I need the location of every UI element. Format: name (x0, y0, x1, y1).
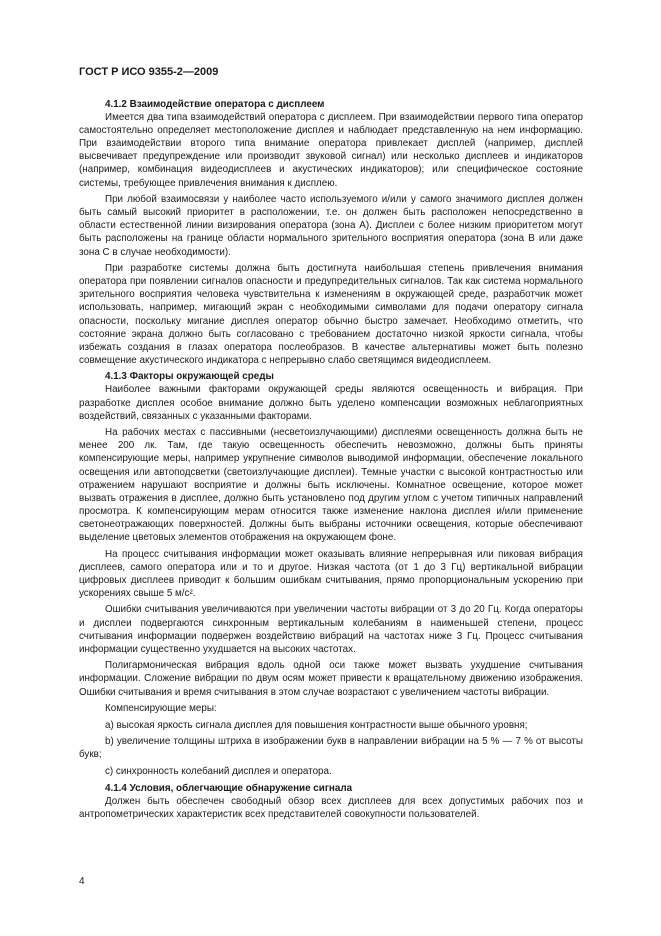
paragraph: Компенсирующие меры: (105, 703, 217, 715)
document-header: ГОСТ Р ИСО 9355-2—2009 (79, 66, 219, 78)
list-item: b) увеличение толщины штриха в изображении букв в направлении вибрации на 5 % — 7 % от высоты букв; (79, 736, 583, 761)
paragraph: На рабочих местах с пассивными (несветоизлучающими) дисплеями освещенность должна быть не менее 200 лк. Там, где такую освещенность обеспечить невозможно, должны быть приняты компенсирующие меры, например укрупнение символов выводимой информации, обеспечение локального освещения или автоподсветки (светоизлучающие дисплеи). Темные участки с высокой контрастностью или отражением нарушают восприятие и должны быть исключены. Комнатное освещение, которое может вызвать отражения в дисплее, должно быть установлено под другим углом с учетом типичных направлений просмотра. К компенсирующим мерам относится также изменение наклона дисплея и/или применение светонеотражающих поверхностей. Должны быть выбраны источники освещения, которые обеспечивают выделение цветовых элементов отображения на окружающем фоне. (79, 427, 583, 543)
list-item: c) синхронность колебаний дисплея и оператора. (105, 766, 332, 777)
section-heading-4-1-4: 4.1.4 Условия, облегчающие обнаружение сигнала (105, 782, 353, 794)
paragraph: При разработке системы должна быть достигнута наибольшая степень привлечения внимания оператора при появлении сигналов опасности и предупредительных сигналов. Так как система нормального зрительного восприятия человека чувствительна к изменениям в окружающей среде, разработчик может использовать, например, мигающий экран с необходимыми символами для подачи оператору сигнала опасности, поскольку мигание дисплея оператор обычно быстро замечает. Необходимо отметить, что состояние экрана должно быть согласовано с требованием достаточно низкой яркости сигнала, чтобы избежать создания в глазах оператора послеобразов. В качестве альтернативы может быть полезно совмещение акустического индикатора с непрерывно слабо светящимся видеодисплеем. (79, 263, 583, 366)
document-body (79, 98, 583, 821)
page-number: 4 (79, 876, 85, 887)
paragraph: Должен быть обеспечен свободный обзор всех дисплеев для всех допустимых рабочих поз и антропометрических характеристик всех представителей совокупности пользователей. (79, 795, 583, 820)
list-item: a) высокая яркость сигнала дисплея для повышения контрастности выше обычного уровня; (105, 719, 528, 731)
section-heading-4-1-2: 4.1.2 Взаимодействие оператора с дисплеем (105, 99, 325, 110)
paragraph: Имеется два типа взаимодействий оператора с дисплеем. При взаимодействии первого типа оператор самостоятельно определяет местоположение дисплея и наблюдает представленную на нем информацию. При взаимодействии второго типа внимание оператора привлекает дисплей (например, дисплей высвечивает предупреждение или производит звуковой сигнал) или несколько дисплеев и индикаторов (например, комбинация видеодисплеев и акустических индикаторов); или специфическое состояние системы, требующее привлечения внимания к дисплею. (79, 112, 583, 189)
section-heading-4-1-3: 4.1.3 Факторы окружающей среды (105, 371, 274, 383)
paragraph: На процесс считывания информации может оказывать влияние непрерывная или пиковая вибрация дисплеев, самого оператора или и то и другое. Низкая частота (от 1 до 3 Гц) вертикальной вибрации цифровых дисплеев приводит к большим ошибкам считывания, прямо пропорциональным ускорению при ускорениях свыше 5 м/с². (79, 548, 583, 599)
paragraph: Наиболее важными факторами окружающей среды являются освещенность и вибрация. При разработке дисплея особое внимание должно быть уделено компенсации возможных неблагоприятных воздействий, связанных с указанными факторами. (79, 384, 583, 422)
paragraph: Полигармоническая вибрация вдоль одной оси также может вызвать ухудшение считывания информации. Сложение вибрации по двум осям может привести к вращательному движению изображения. Ошибки считывания и время считывания в этом случае возрастают с увеличением частоты вибрации. (79, 660, 583, 698)
paragraph: Ошибки считывания увеличиваются при увеличении частоты вибрации от 3 до 20 Гц. Когда операторы и дисплеи подвергаются синхронным вертикальным колебаниям в наименьшей степени, процесс считывания информации подвержен воздействию вибраций на частотах ниже 3 Гц. Процесс считывания информации существенно ухудшается на высоких частотах. (79, 604, 583, 655)
paragraph: При любой взаимосвязи у наиболее часто используемого и/или у самого значимого дисплея должен быть самый высокий приоритет в расположении, т.е. он должен быть расположен непосредственно в области естественной линии визирования оператора (зона А). Дисплеи с более низким приоритетом могут быть расположены на границе области нормального зрительного восприятия оператора (зона В или даже зона С в случае необходимости). (79, 194, 583, 258)
